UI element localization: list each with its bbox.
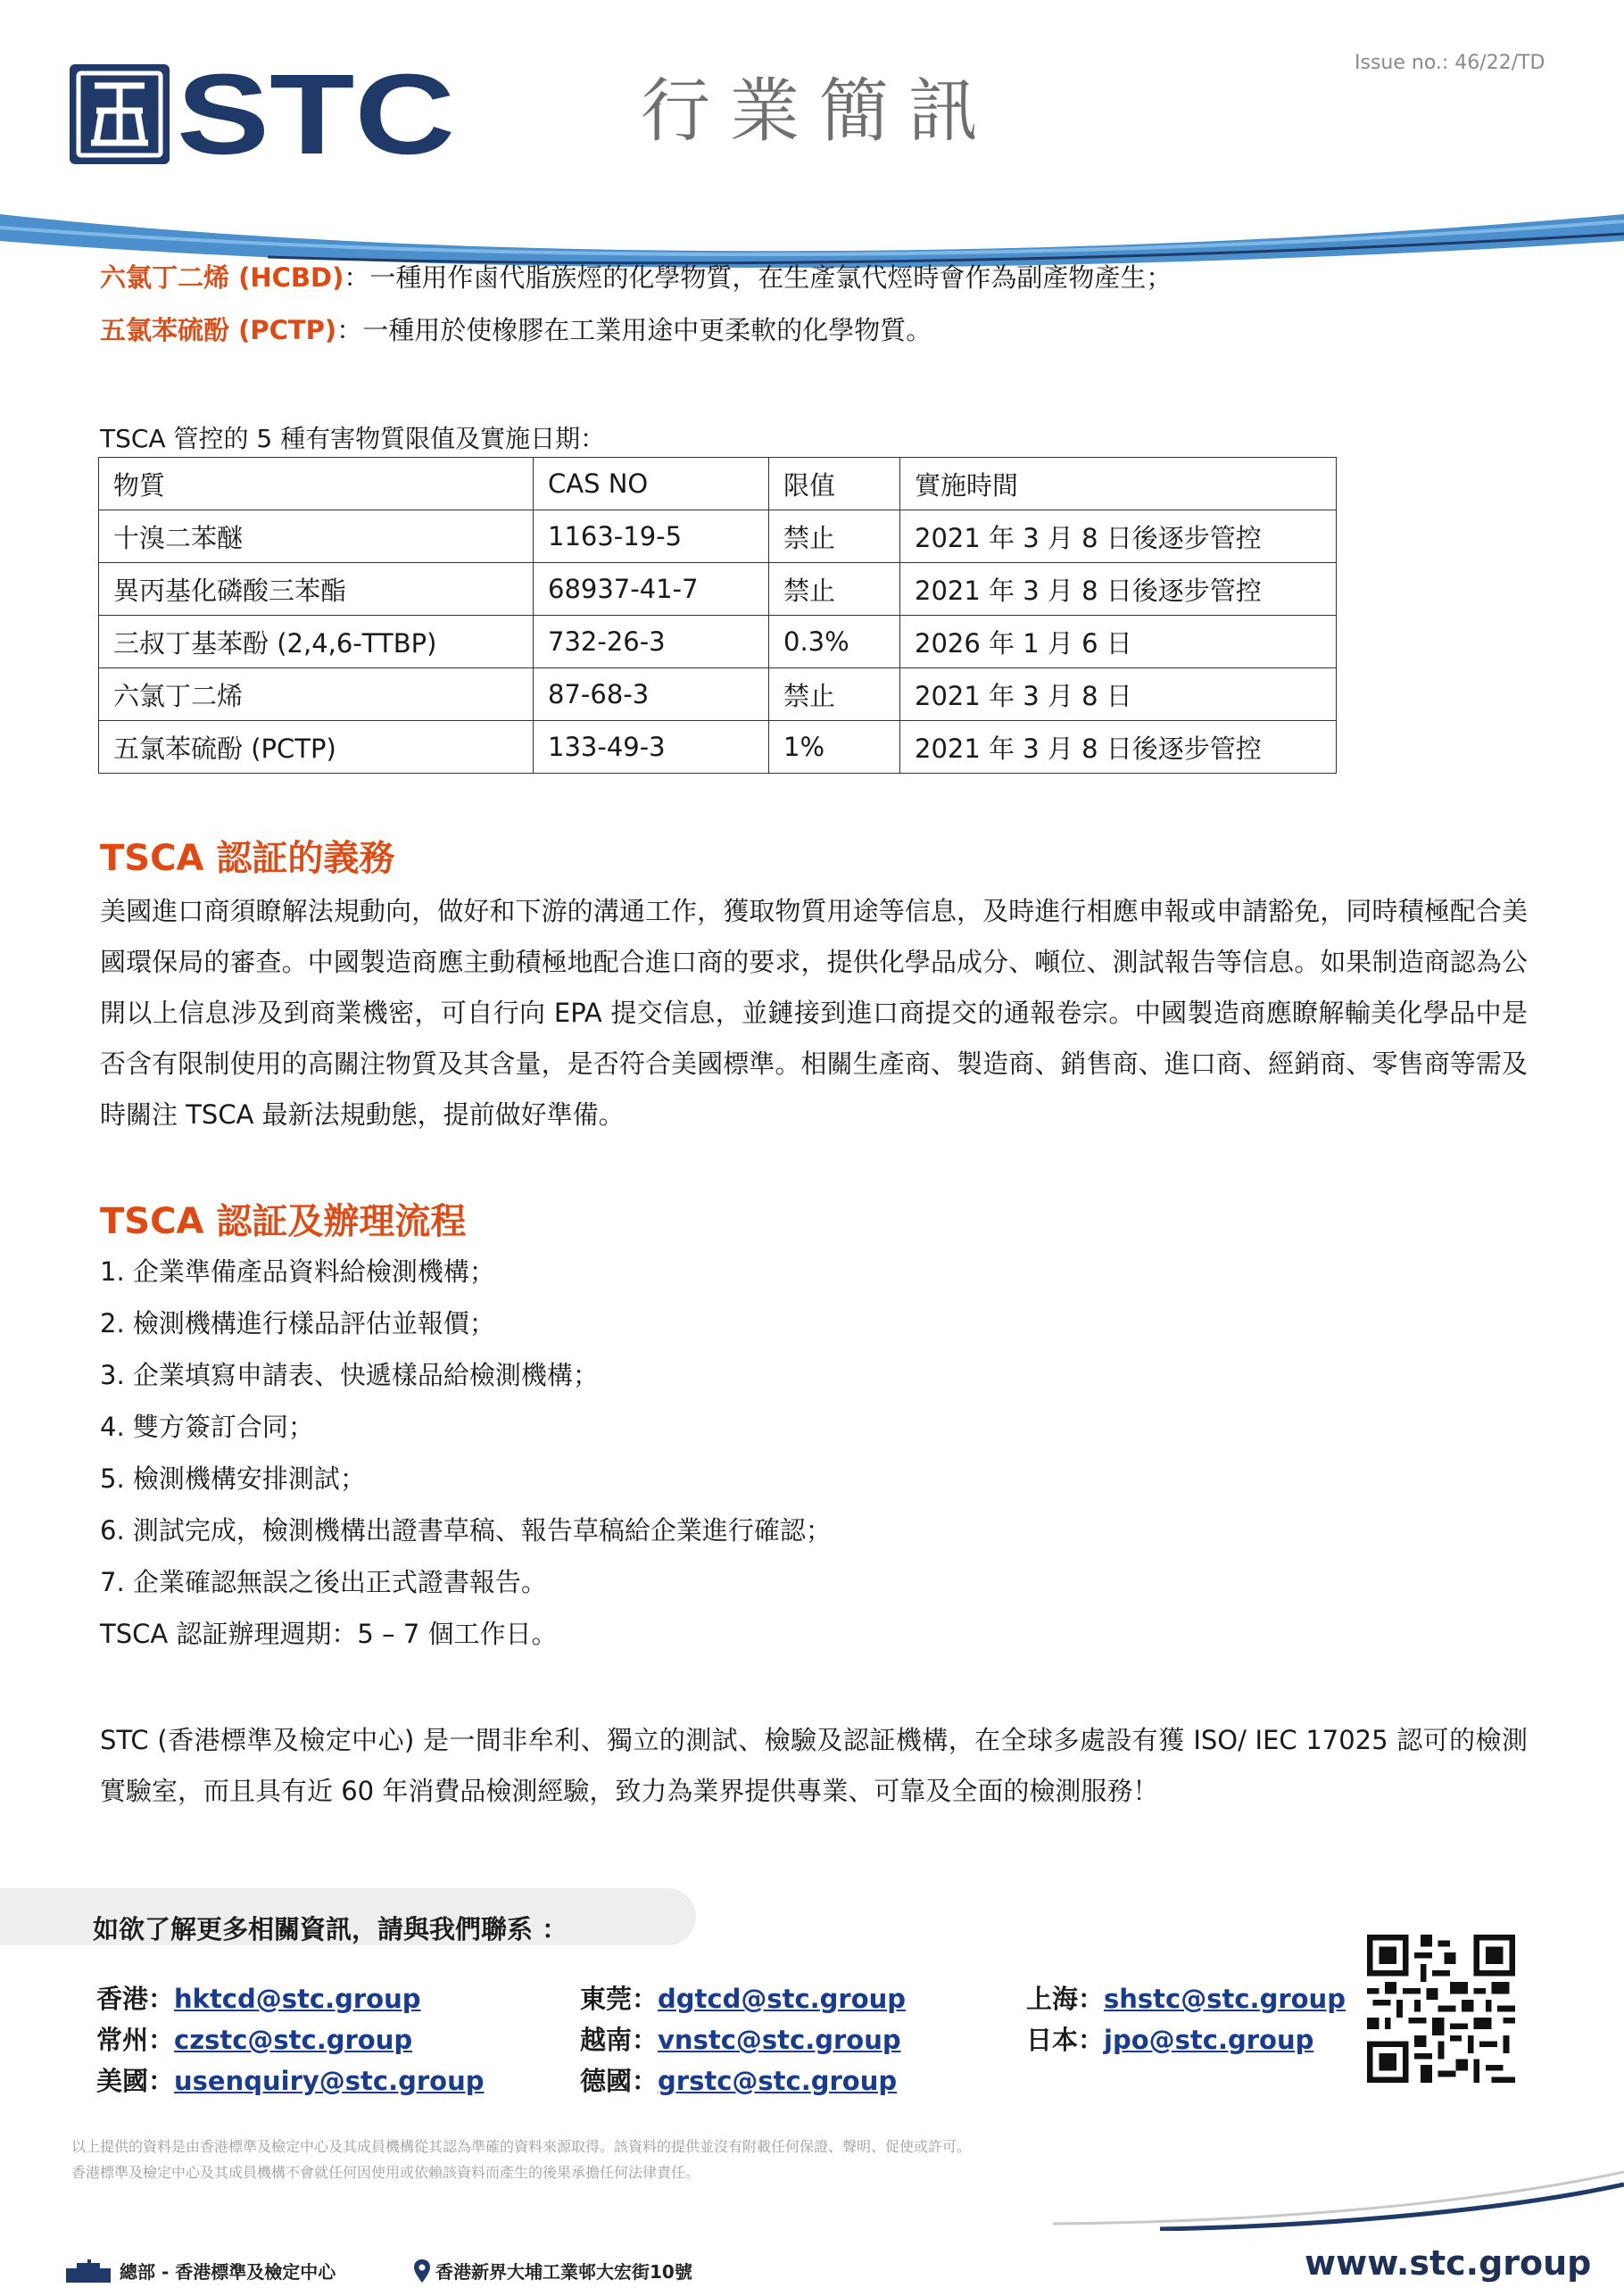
email-link[interactable]: grstc@stc.group <box>658 2066 898 2096</box>
footer-headquarters <box>64 2258 336 2284</box>
table-cell: 1163-19-5 <box>534 510 769 563</box>
table-cell: 2021 年 3 月 8 日後逐步管控 <box>900 510 1337 563</box>
table-cell: 十溴二苯醚 <box>99 510 534 563</box>
process-cycle: TSCA 認証辦理週期：5 – 7 個工作日。 <box>100 1619 558 1649</box>
table-cell: 六氯丁二烯 <box>99 668 534 721</box>
website-link[interactable]: www.stc.group <box>1305 2243 1592 2283</box>
email-link[interactable]: dgtcd@stc.group <box>658 1984 907 2014</box>
qr-code[interactable] <box>1367 1935 1515 2083</box>
table-cell: 133-49-3 <box>534 721 769 774</box>
process-step: 7. 企業確認無誤之後出正式證書報告。 <box>100 1567 547 1597</box>
table-header-row <box>99 458 1337 510</box>
email-link[interactable]: vnstc@stc.group <box>658 2025 901 2055</box>
table-row <box>99 721 1337 774</box>
intro-line-pctp <box>100 312 932 348</box>
svg-text:STC: STC <box>177 64 455 164</box>
table-header-cell: 實施時間 <box>900 458 1337 510</box>
email-link[interactable]: jpo@stc.group <box>1104 2025 1314 2055</box>
table-cell: 2021 年 3 月 8 日 <box>900 668 1337 721</box>
contact-label: 德國： <box>580 2066 659 2096</box>
contact-label: 越南： <box>580 2025 659 2055</box>
process-heading: TSCA 認証及辦理流程 <box>100 1201 467 1242</box>
table-row <box>99 616 1337 668</box>
contact-dongguan <box>580 1979 906 2016</box>
table-row <box>99 510 1337 563</box>
table-cell: 禁止 <box>769 563 900 616</box>
table-cell: 68937-41-7 <box>534 563 769 616</box>
newsletter-title: 行業簡訊 <box>641 71 998 152</box>
table-cell: 禁止 <box>769 510 900 563</box>
disclaimer-line-1: 以上提供的資料是由香港標準及檢定中心及其成員機構從其認為準確的資料來源取得。該資料的提供並沒有附載任何保證、聲明、促使或許可。 <box>71 2138 972 2155</box>
contact-label: 上海： <box>1026 1984 1105 2014</box>
table-cell: 五氯苯硫酚 (PCTP) <box>99 721 534 774</box>
process-step: 5. 檢測機構安排測試； <box>100 1463 366 1494</box>
table-cell: 2021 年 3 月 8 日後逐步管控 <box>900 721 1337 774</box>
stc-logo <box>70 64 460 164</box>
intro-term: 六氯丁二烯 (HCBD) <box>100 262 344 293</box>
process-step: 1. 企業準備產品資料給檢測機構； <box>100 1256 495 1287</box>
table-cell: 異丙基化磷酸三苯酯 <box>99 563 534 616</box>
table-cell: 2021 年 3 月 8 日後逐步管控 <box>900 563 1337 616</box>
table-header-cell: 物質 <box>99 458 534 510</box>
intro-term: 五氯苯硫酚 (PCTP) <box>100 315 337 345</box>
process-step: 4. 雙方簽訂合同； <box>100 1412 314 1442</box>
process-step: 2. 檢測機構進行樣品評估並報價； <box>100 1308 495 1339</box>
table-cell: 三叔丁基苯酚 (2,4,6-TTBP) <box>99 616 534 668</box>
contact-shanghai <box>1026 1979 1346 2016</box>
contact-vietnam <box>580 2020 901 2057</box>
contact-changzhou <box>96 2020 412 2057</box>
footer-address-text: 香港新界大埔工業邨大宏街10號 <box>435 2261 692 2283</box>
issue-number: Issue no.: 46/22/TD <box>1355 52 1545 74</box>
contact-usa <box>96 2061 485 2098</box>
table-header-cell: CAS NO <box>534 458 769 510</box>
table-row <box>99 563 1337 616</box>
building-icon <box>64 2259 112 2283</box>
table-cell: 732-26-3 <box>534 616 769 668</box>
table-row <box>99 668 1337 721</box>
contact-label: 香港： <box>96 1984 175 2014</box>
contact-japan <box>1026 2020 1313 2057</box>
contact-hong-kong <box>96 1979 420 2016</box>
contact-title: 如欲了解更多相關資訊，請與我們聯系 ： <box>93 1914 568 1944</box>
contact-label: 常州： <box>96 2025 175 2055</box>
contact-germany <box>580 2061 897 2098</box>
intro-text: ：一種用作鹵代脂族烴的化學物質，在生產氯代烴時會作為副產物產生； <box>344 262 1172 293</box>
email-link[interactable]: hktcd@stc.group <box>174 1984 421 2014</box>
contact-label: 美國： <box>96 2066 175 2096</box>
process-step: 6. 測試完成，檢測機構出證書草稿、報告草稿給企業進行確認； <box>100 1515 832 1546</box>
obligations-body: 美國進口商須瞭解法規動向，做好和下游的溝通工作，獲取物質用途等信息，及時進行相應申報或申請豁免，同時積極配合美國環保局的審查。中國製造商應主動積極地配合進口商的要求，提供化學品成分、噸位、測試報告等信息。如果制造商認為公開以上信息涉及到商業機密，可自行向 EPA 提交信息，並鏈接到進口商提交的通報卷宗。中國製造商應瞭解輸美化學品中是否含有限制使用的高關注物質及其含量，是否符合美國標準。相關生產商、製造商、銷售商、進口商、經銷商、零售商等需及時關注 TSCA 最新法規動態，提前做好準備。 <box>100 896 1528 1130</box>
table-cell: 2026 年 1 月 6 日 <box>900 616 1337 668</box>
table-cell: 禁止 <box>769 668 900 721</box>
obligations-heading: TSCA 認証的義務 <box>100 838 395 879</box>
table-cell: 87-68-3 <box>534 668 769 721</box>
email-link[interactable]: shstc@stc.group <box>1104 1984 1346 2014</box>
substance-table <box>98 457 1337 774</box>
email-link[interactable]: usenquiry@stc.group <box>174 2066 485 2096</box>
intro-line-hcbd <box>100 260 1172 295</box>
about-paragraph: STC (香港標準及檢定中心) 是一間非牟利、獨立的測試、檢驗及認証機構，在全球多處設有獲 ISO/ IEC 17025 認可的檢測實驗室，而且具有近 60 年消費品檢測經驗，致力為業界提供專業、可靠及全面的檢測服務！ <box>100 1725 1528 1806</box>
footer-swoosh <box>1053 2168 1624 2231</box>
table-header-cell: 限值 <box>769 458 900 510</box>
map-pin-icon <box>414 2259 430 2283</box>
email-link[interactable]: czstc@stc.group <box>174 2025 413 2055</box>
table-caption: TSCA 管控的 5 種有害物質限值及實施日期： <box>100 424 606 453</box>
disclaimer-line-2: 香港標準及檢定中心及其成員機構不會就任何因使用或依賴該資料而產生的後果承擔任何法律責任。 <box>71 2164 700 2181</box>
intro-text: ：一種用於使橡膠在工業用途中更柔軟的化學物質。 <box>336 315 932 345</box>
process-step: 3. 企業填寫申請表、快遞樣品給檢測機構； <box>100 1360 599 1390</box>
footer-hq-text: 總部 - 香港標準及檢定中心 <box>120 2261 336 2283</box>
table-cell: 1% <box>769 721 900 774</box>
contact-label: 東莞： <box>580 1984 659 2014</box>
footer-address <box>414 2258 692 2284</box>
contact-label: 日本： <box>1026 2025 1105 2055</box>
table-cell: 0.3% <box>769 616 900 668</box>
